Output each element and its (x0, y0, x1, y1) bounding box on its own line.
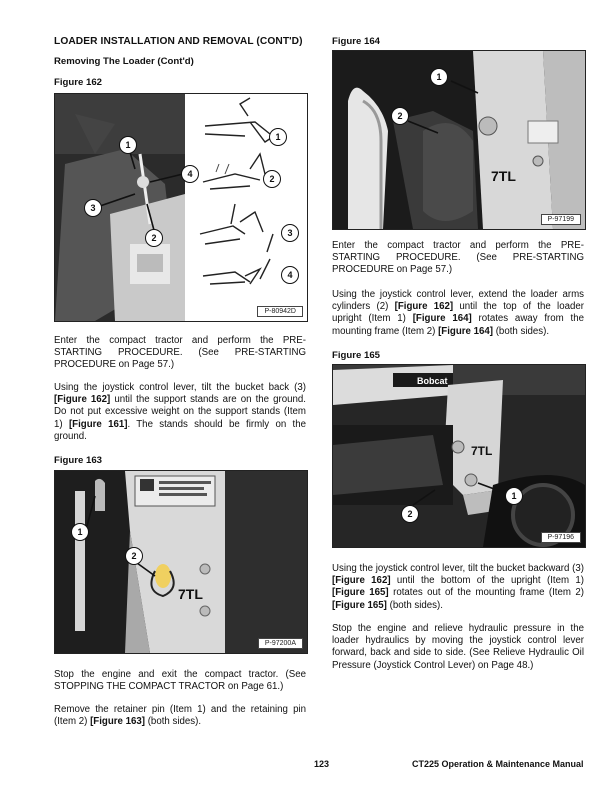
section-subtitle: Removing The Loader (Cont'd) (54, 56, 194, 67)
manual-title: CT225 Operation & Maintenance Manual (412, 759, 584, 769)
figure-163-photo (55, 471, 307, 653)
figure-164-photo (333, 51, 585, 229)
fig164-callout-2: 2 (391, 107, 409, 125)
fig164-callout-1: 1 (430, 68, 448, 86)
fig162-side-callout-2: 2 (263, 170, 281, 188)
right-paragraph-2: Using the joystick control lever, extend the loader arms cylinders (2) [Figure 162] until the top of the loader upright (Item 1) [Figure 164] rotates away from the mounting frame (Item 2) [Figure 164] (both sides). (332, 289, 584, 337)
figure-163-label: Figure 163 (54, 455, 102, 466)
fig165-callout-1: 1 (505, 487, 523, 505)
section-title: LOADER INSTALLATION AND REMOVAL (CONT'D) (54, 36, 303, 47)
figure-164-label: Figure 164 (332, 36, 380, 47)
left-paragraph-4: Remove the retainer pin (Item 1) and the retaining pin (Item 2) [Figure 163] (both sides). (54, 704, 306, 728)
figure-163 (54, 470, 308, 654)
figure-165 (332, 364, 586, 548)
fig162-callout-3: 3 (84, 199, 102, 217)
figure-165-label: Figure 165 (332, 350, 380, 361)
figure-163-code: P-97200A (258, 638, 303, 649)
left-paragraph-3: Stop the engine and exit the compact tractor. (See STOPPING THE COMPACT TRACTOR on Page 61.) (54, 669, 306, 693)
figure-162 (54, 93, 308, 322)
fig162-callout-4: 4 (181, 165, 199, 183)
figure-162-code: P-80942D (257, 306, 303, 317)
right-paragraph-3: Using the joystick control lever, tilt the bucket backward (3) [Figure 162] until the bottom of the upright (Item 1) [Figure 165] rotates out of the mounting frame (Item 2) [Figure 165] (both sides). (332, 563, 584, 611)
page-number: 123 (314, 759, 330, 769)
figure-165-code: P-97196 (541, 532, 581, 543)
fig163-callout-1: 1 (71, 523, 89, 541)
figure-164 (332, 50, 586, 230)
right-paragraph-1: Enter the compact tractor and perform the PRE-STARTING PROCEDURE. (See PRE-STARTING PROCEDURE on Page 57.) (332, 240, 584, 276)
figure-164-code: P-97199 (541, 214, 581, 225)
fig162-side-callout-1: 1 (269, 128, 287, 146)
fig164-decal-text: 7TL (491, 168, 516, 184)
fig163-callout-2: 2 (125, 547, 143, 565)
figure-165-photo (333, 365, 585, 547)
fig165-brand-text: Bobcat (417, 376, 448, 386)
figure-162-label: Figure 162 (54, 77, 102, 88)
fig162-side-callout-4: 4 (281, 266, 299, 284)
fig165-callout-2: 2 (401, 505, 419, 523)
fig165-decal-text: 7TL (471, 444, 493, 458)
fig162-side-callout-3: 3 (281, 224, 299, 242)
fig162-callout-1: 1 (119, 136, 137, 154)
right-paragraph-4: Stop the engine and relieve hydraulic pressure in the loader hydraulics by moving the joystick control lever forward, back and side to side. (See Relieve Hydraulic Oil Pressure (Joystick Control Lever) on Page 48.) (332, 623, 584, 671)
fig162-callout-2: 2 (145, 229, 163, 247)
left-paragraph-2: Using the joystick control lever, tilt the bucket back (3) [Figure 162] until the support stands are on the ground. Do not put excessive weight on the support stands (Item 1) [Figure 161]. The stands should be firmly on the ground. (54, 382, 306, 442)
fig163-decal-text: 7TL (178, 586, 203, 602)
left-paragraph-1: Enter the compact tractor and perform the PRE-STARTING PROCEDURE. (See PRE-STARTING PROCEDURE on Page 57.) (54, 335, 306, 371)
